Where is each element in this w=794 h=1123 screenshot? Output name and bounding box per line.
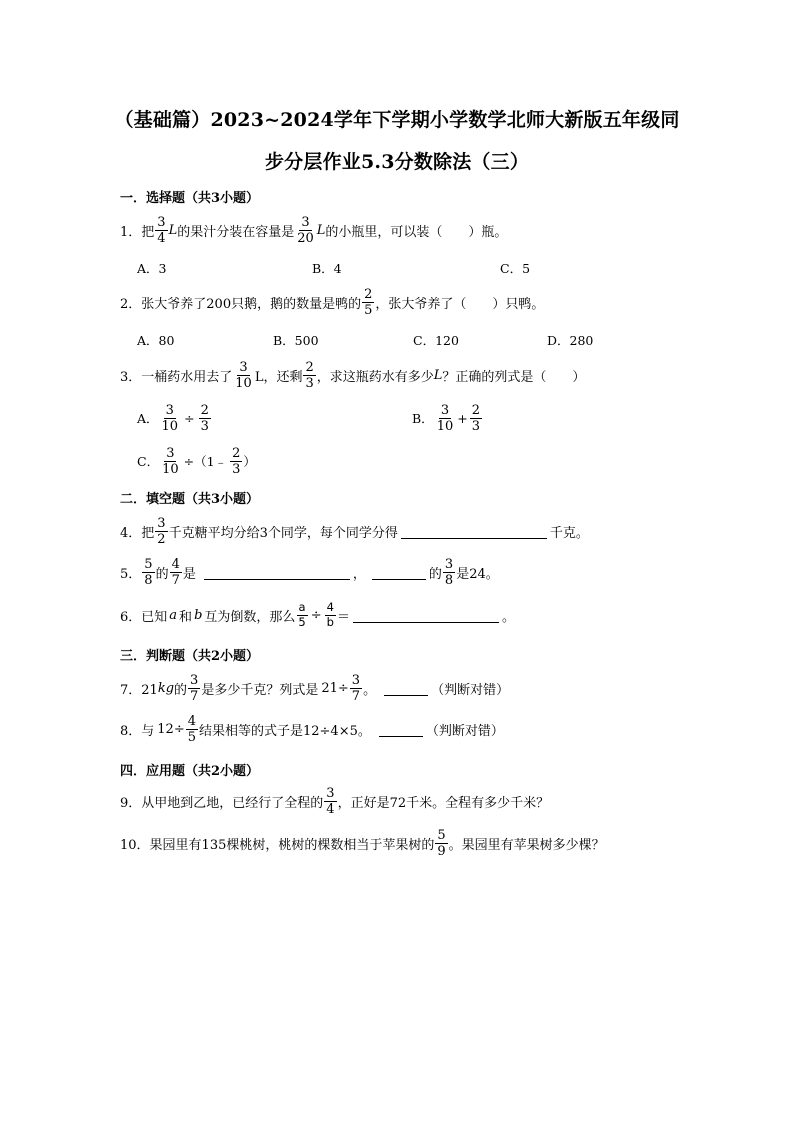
- q4-text-c: 千克。: [549, 525, 589, 541]
- fraction: $\frac{2}{3}$: [232, 445, 241, 477]
- section-fill: 二．填空题（共3小题）: [120, 492, 260, 507]
- q4-text-b: 千克糖平均分给3个同学，每个同学分得: [168, 525, 398, 541]
- q2-text-b: ，张大爷养了（ ）只鸭。: [375, 296, 545, 312]
- q2-option-b[interactable]: B．500: [273, 333, 319, 348]
- q6-text-d: 。: [501, 609, 515, 625]
- answer-blank[interactable]: [384, 681, 428, 696]
- section-application: 四．应用题（共2小题）: [120, 764, 260, 779]
- fraction: $\frac{3}{10}$: [436, 402, 454, 434]
- title-line-1: （基础篇）2023~2024学年下学期小学数学北师大新版五年级同: [114, 109, 680, 131]
- answer-blank[interactable]: [353, 608, 499, 623]
- unit-text: L: [168, 222, 178, 238]
- fraction: $\frac{4}{b}$: [326, 600, 334, 629]
- question-10: [120, 823, 605, 863]
- q6-text-c: 互为倒数，那么: [204, 609, 296, 625]
- fraction: $\frac{3}{4}$: [157, 214, 166, 246]
- question-4: [120, 511, 589, 551]
- q7-text-c: 是多少千克？列式是: [201, 682, 319, 698]
- fraction: $\frac{3}{20}$: [297, 214, 314, 246]
- fraction: $\frac{5}{9}$: [437, 827, 446, 859]
- q8-text-a: 8．与: [120, 723, 155, 739]
- q2-text-a: 2．张大爷养了200只鹅，鹅的数量是鸭的: [120, 296, 362, 312]
- section-judge: 三．判断题（共2小题）: [120, 649, 260, 664]
- q1-option-a[interactable]: A．3: [137, 261, 167, 276]
- q3-text-c: ，求这瓶药水有多少: [316, 369, 434, 385]
- q7-text-a: 7．21: [120, 682, 158, 698]
- fraction: $\frac{4}{5}$: [187, 713, 196, 745]
- q1-text-a: 1．把: [120, 224, 155, 240]
- judge-label: （判断对错）: [425, 723, 504, 739]
- q5-text-c: ，: [352, 566, 366, 582]
- q1-option-b[interactable]: B．4: [312, 261, 342, 276]
- answer-blank[interactable]: [372, 565, 426, 580]
- equals-sign: ＝: [336, 609, 350, 625]
- question-1: [120, 210, 507, 250]
- q6-text-b: 和: [179, 609, 193, 625]
- q6-text-a: 6．已知: [120, 609, 168, 625]
- answer-blank[interactable]: [204, 565, 350, 580]
- question-6: [120, 595, 515, 635]
- q4-text-a: 4．把: [120, 525, 155, 541]
- q5-text-e: 是24。: [456, 566, 499, 582]
- q1-text-b: 的果汁分装在容量是: [177, 224, 295, 240]
- fraction: $\frac{3}{7}$: [190, 672, 199, 704]
- fraction: $\frac{2}{3}$: [471, 402, 480, 434]
- answer-blank[interactable]: [401, 524, 547, 539]
- q2-option-c[interactable]: C．120: [413, 333, 459, 348]
- fraction: $\frac{2}{3}$: [305, 359, 314, 391]
- question-8: [120, 709, 504, 749]
- question-3: [120, 355, 585, 395]
- q5-text-d: 的: [428, 566, 442, 582]
- q7-expr: 21÷: [321, 680, 349, 696]
- q3-option-c[interactable]: C． $\frac{3}{10}$ ÷（1﹣ $\frac{2}{3}$ ）: [137, 445, 256, 477]
- q2-option-d[interactable]: D．280: [547, 333, 594, 348]
- q3-text-a: 3．一桶药水用去了: [120, 369, 233, 385]
- fraction: $\frac{3}{10}$: [161, 402, 179, 434]
- divide-sign: ÷: [310, 607, 322, 623]
- q3-text-b: L，还剩: [254, 369, 303, 385]
- q3-option-a[interactable]: A． $\frac{3}{10}$ ÷ $\frac{2}{3}$: [137, 402, 209, 434]
- q3-text-d: ？正确的列式是（ ）: [442, 369, 586, 385]
- q7-text-b: 的: [174, 682, 188, 698]
- fraction: $\frac{3}{10}$: [162, 445, 179, 477]
- unit-text: L: [316, 222, 326, 238]
- q2-option-a[interactable]: A．80: [137, 333, 175, 348]
- unit-text: L: [433, 367, 443, 383]
- q1-text-c: 的小瓶里，可以装（ ）瓶。: [325, 224, 508, 240]
- fraction: $\frac{3}{2}$: [157, 515, 166, 547]
- q7-text-d: 。: [363, 682, 377, 698]
- q9-text-b: ，正好是72千米。全程有多少千米？: [337, 795, 550, 811]
- q8-text-b: 结果相等的式子是12÷4×5。: [199, 723, 371, 739]
- fraction: $\frac{3}{10}$: [235, 359, 252, 391]
- q9-text-a: 9．从甲地到乙地，已经行了全程的: [120, 795, 324, 811]
- question-2: [120, 282, 544, 322]
- q5-text-b: 是: [182, 566, 196, 582]
- fraction: $\frac{5}{8}$: [144, 556, 153, 588]
- fraction: $\frac{3}{4}$: [326, 785, 335, 817]
- fraction: $\frac{4}{7}$: [171, 556, 180, 588]
- question-5: [120, 552, 499, 592]
- fraction: $\frac{2}{5}$: [364, 286, 373, 318]
- unit-text: kg: [157, 680, 175, 696]
- section-choice: 一．选择题（共3小题）: [120, 191, 260, 206]
- q5-no: 5．: [120, 566, 142, 582]
- q3-option-b[interactable]: B． $\frac{3}{10}$ + $\frac{2}{3}$: [412, 402, 480, 434]
- judge-label: （判断对错）: [431, 682, 510, 698]
- fraction: $\frac{2}{3}$: [200, 402, 209, 434]
- q10-text-a: 10．果园里有135棵桃树，桃树的棵数相当于苹果树的: [120, 837, 435, 853]
- q10-text-b: 。果园里有苹果树多少棵？: [448, 837, 605, 853]
- q5-text-a: 的: [155, 566, 169, 582]
- var-b: b: [194, 607, 203, 623]
- question-9: [120, 781, 549, 821]
- fraction: $\frac{a}{5}$: [298, 600, 306, 629]
- q1-option-c[interactable]: C．5: [500, 261, 531, 276]
- title-line-2: 步分层作业5.3分数除法（三）: [264, 151, 530, 173]
- fraction: $\frac{3}{8}$: [444, 556, 454, 588]
- q8-expr: 12÷: [157, 721, 185, 737]
- fraction: $\frac{3}{7}$: [351, 672, 361, 704]
- answer-blank[interactable]: [379, 722, 423, 737]
- var-a: a: [169, 607, 178, 623]
- question-7: [120, 668, 509, 708]
